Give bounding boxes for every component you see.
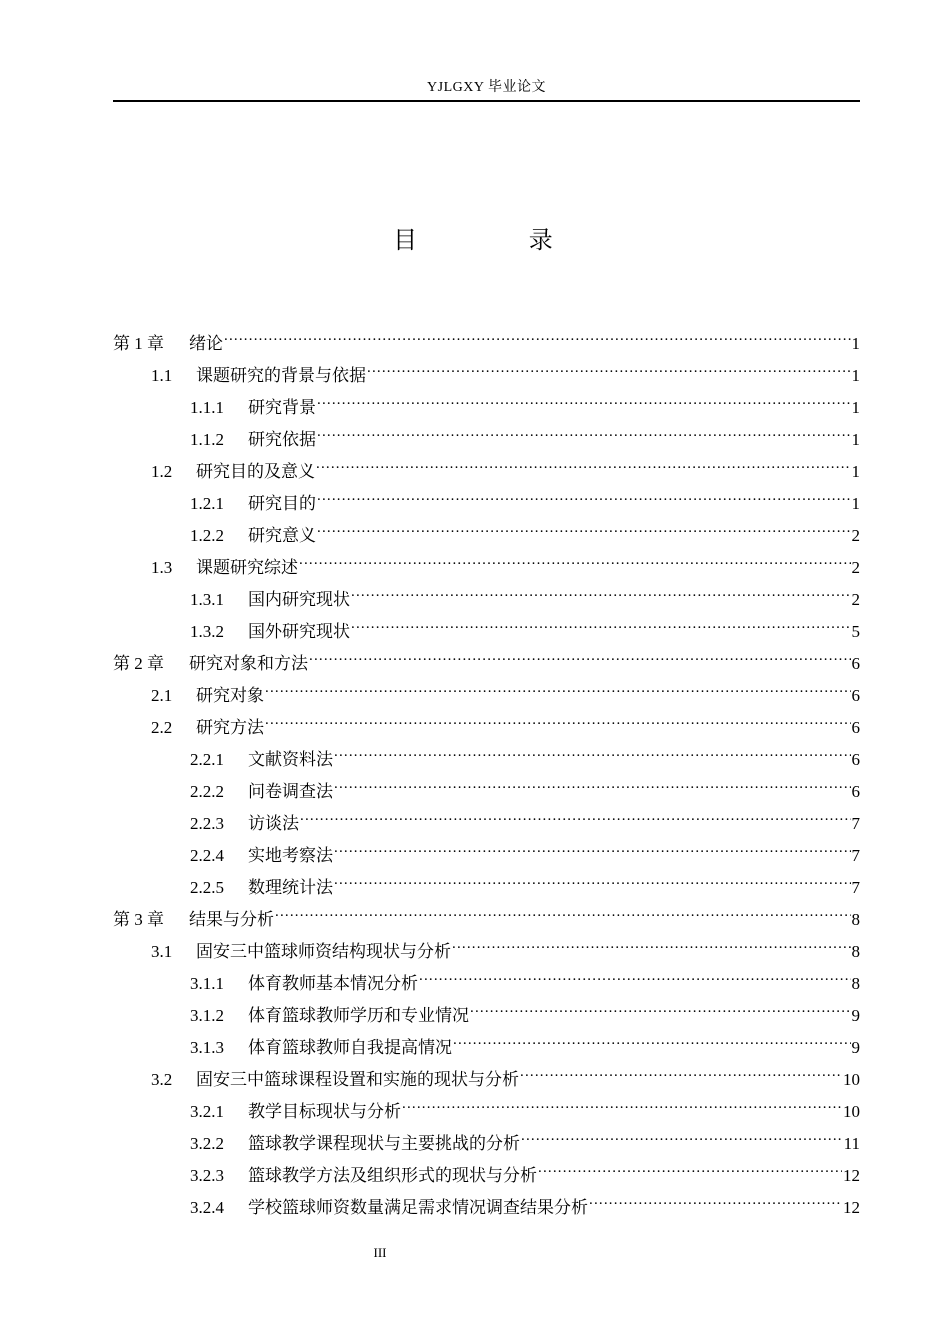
page-header: YJLGXY 毕业论文 bbox=[427, 80, 546, 95]
toc-entry-number: 3.1.1 bbox=[190, 974, 224, 993]
toc-entry[interactable] bbox=[113, 349, 860, 385]
toc-entry-title: 实地考察法 bbox=[248, 846, 333, 865]
toc-entry-number: 1.3.1 bbox=[190, 590, 224, 609]
toc-entry-page: 6 bbox=[851, 718, 860, 737]
toc-entry-page: 1 bbox=[851, 494, 860, 513]
toc-title: 目 录 bbox=[393, 226, 605, 254]
toc-entry-title: 访谈法 bbox=[248, 814, 299, 833]
toc-entry-number: 3.2.4 bbox=[190, 1198, 224, 1217]
toc-entry-number: 第 3 章 bbox=[113, 910, 164, 929]
toc-entry-title: 学校篮球师资数量满足需求情况调查结果分析 bbox=[248, 1198, 588, 1217]
toc-entry-title: 体育教师基本情况分析 bbox=[248, 974, 418, 993]
toc-entry-title: 研究方法 bbox=[196, 718, 264, 737]
toc-dot-leader bbox=[367, 349, 851, 381]
toc-entry-title: 教学目标现状与分析 bbox=[248, 1102, 401, 1121]
toc-entry-number: 1.2.1 bbox=[190, 494, 224, 513]
toc-entry-page: 5 bbox=[851, 622, 860, 641]
toc-entry-number: 1.1.2 bbox=[190, 430, 224, 449]
toc-entry-number: 3.1.3 bbox=[190, 1038, 224, 1057]
toc-entry-title: 国外研究现状 bbox=[248, 622, 350, 641]
toc-entry-page: 1 bbox=[851, 334, 860, 353]
toc-dot-leader bbox=[265, 669, 851, 701]
toc-dot-leader bbox=[452, 925, 851, 957]
toc-entry-title: 体育篮球教师自我提高情况 bbox=[248, 1038, 452, 1057]
toc-entry-title: 研究意义 bbox=[248, 526, 316, 545]
toc-entry-title: 体育篮球教师学历和专业情况 bbox=[248, 1006, 469, 1025]
toc-entry-title: 课题研究的背景与依据 bbox=[196, 366, 366, 385]
toc-dot-leader bbox=[316, 445, 851, 477]
toc-entry-page: 7 bbox=[851, 878, 860, 897]
toc-dot-leader bbox=[317, 509, 851, 541]
toc-dot-leader bbox=[299, 541, 851, 573]
toc-entry-page: 10 bbox=[843, 1102, 860, 1121]
toc-dot-leader bbox=[275, 893, 851, 925]
toc-entry-title: 固安三中篮球师资结构现状与分析 bbox=[196, 942, 451, 961]
toc-entry-title: 研究对象和方法 bbox=[189, 654, 308, 673]
toc-entry-page: 6 bbox=[851, 686, 860, 705]
toc-entry-page: 1 bbox=[851, 398, 860, 417]
toc-entry-number: 2.2.3 bbox=[190, 814, 224, 833]
toc-entry-page: 1 bbox=[851, 366, 860, 385]
toc-entry-title: 研究目的 bbox=[248, 494, 316, 513]
toc-entry-number: 第 1 章 bbox=[113, 334, 164, 353]
toc-dot-leader bbox=[317, 477, 851, 509]
toc-entry-number: 3.2 bbox=[151, 1070, 173, 1089]
toc-dot-leader bbox=[351, 573, 851, 605]
toc-entry-page: 2 bbox=[851, 590, 860, 609]
toc-entry-number: 2.2 bbox=[151, 718, 173, 737]
toc-entry-number: 2.2.2 bbox=[190, 782, 224, 801]
toc-dot-leader bbox=[334, 765, 851, 797]
table-of-contents bbox=[113, 317, 860, 1217]
toc-entry-title: 研究对象 bbox=[196, 686, 264, 705]
toc-dot-leader bbox=[351, 605, 851, 637]
toc-entry-number: 1.2.2 bbox=[190, 526, 224, 545]
toc-entry[interactable] bbox=[113, 317, 860, 353]
toc-dot-leader bbox=[419, 957, 851, 989]
toc-entry-number: 1.2 bbox=[151, 462, 173, 481]
toc-dot-leader bbox=[309, 637, 851, 669]
toc-entry-page: 10 bbox=[843, 1070, 860, 1089]
toc-entry-page: 12 bbox=[843, 1166, 860, 1185]
toc-entry-title: 课题研究综述 bbox=[196, 558, 298, 577]
toc-dot-leader bbox=[453, 1021, 851, 1053]
toc-entry-page: 8 bbox=[851, 942, 860, 961]
toc-entry-number: 3.1 bbox=[151, 942, 173, 961]
toc-entry-number: 1.1.1 bbox=[190, 398, 224, 417]
toc-dot-leader bbox=[470, 989, 851, 1021]
toc-dot-leader bbox=[334, 861, 851, 893]
toc-entry-number: 3.2.1 bbox=[190, 1102, 224, 1121]
toc-dot-leader bbox=[520, 1053, 842, 1085]
toc-entry-page: 9 bbox=[851, 1038, 860, 1057]
toc-dot-leader bbox=[300, 797, 851, 829]
toc-entry-page: 1 bbox=[851, 462, 860, 481]
toc-dot-leader bbox=[538, 1149, 842, 1181]
toc-entry-title: 研究依据 bbox=[248, 430, 316, 449]
toc-entry-page: 6 bbox=[851, 782, 860, 801]
toc-dot-leader bbox=[265, 701, 851, 733]
toc-entry-page: 8 bbox=[851, 974, 860, 993]
toc-entry-number: 2.2.1 bbox=[190, 750, 224, 769]
toc-entry-number: 3.2.3 bbox=[190, 1166, 224, 1185]
toc-entry-page: 8 bbox=[851, 910, 860, 929]
toc-entry-page: 7 bbox=[851, 814, 860, 833]
toc-entry-title: 数理统计法 bbox=[248, 878, 333, 897]
toc-entry-page: 12 bbox=[843, 1198, 860, 1217]
toc-entry-title: 固安三中篮球课程设置和实施的现状与分析 bbox=[196, 1070, 519, 1089]
toc-entry-page: 1 bbox=[851, 430, 860, 449]
toc-entry-number: 3.1.2 bbox=[190, 1006, 224, 1025]
toc-entry-page: 7 bbox=[851, 846, 860, 865]
toc-entry-page: 2 bbox=[851, 558, 860, 577]
toc-dot-leader bbox=[334, 733, 851, 765]
page-number: III bbox=[373, 1245, 387, 1260]
toc-entry-number: 2.2.5 bbox=[190, 878, 224, 897]
toc-entry-title: 篮球教学方法及组织形式的现状与分析 bbox=[248, 1166, 537, 1185]
toc-entry-page: 6 bbox=[851, 750, 860, 769]
toc-entry-title: 国内研究现状 bbox=[248, 590, 350, 609]
toc-dot-leader bbox=[589, 1181, 842, 1213]
toc-entry-title: 研究目的及意义 bbox=[196, 462, 315, 481]
toc-entry-number: 3.2.2 bbox=[190, 1134, 224, 1153]
toc-entry-page: 6 bbox=[851, 654, 860, 673]
toc-entry-number: 2.2.4 bbox=[190, 846, 224, 865]
toc-entry-number: 第 2 章 bbox=[113, 654, 164, 673]
toc-entry-page: 2 bbox=[851, 526, 860, 545]
toc-entry-number: 1.3 bbox=[151, 558, 173, 577]
toc-dot-leader bbox=[224, 317, 851, 349]
toc-dot-leader bbox=[402, 1085, 842, 1117]
toc-entry-title: 篮球教学课程现状与主要挑战的分析 bbox=[248, 1134, 520, 1153]
toc-entry-page: 9 bbox=[851, 1006, 860, 1025]
toc-entry-number: 1.1 bbox=[151, 366, 173, 385]
toc-entry-page: 11 bbox=[843, 1134, 860, 1153]
toc-entry-title: 文献资料法 bbox=[248, 750, 333, 769]
toc-dot-leader bbox=[334, 829, 851, 861]
toc-entry-number: 1.3.2 bbox=[190, 622, 224, 641]
toc-entry-title: 结果与分析 bbox=[189, 910, 274, 929]
header-divider bbox=[113, 100, 860, 102]
toc-entry-title: 研究背景 bbox=[248, 398, 316, 417]
toc-entry-number: 2.1 bbox=[151, 686, 173, 705]
toc-dot-leader bbox=[317, 413, 851, 445]
toc-dot-leader bbox=[317, 381, 851, 413]
toc-dot-leader bbox=[521, 1117, 843, 1149]
toc-entry-title: 绪论 bbox=[189, 334, 223, 353]
toc-entry-title: 问卷调查法 bbox=[248, 782, 333, 801]
